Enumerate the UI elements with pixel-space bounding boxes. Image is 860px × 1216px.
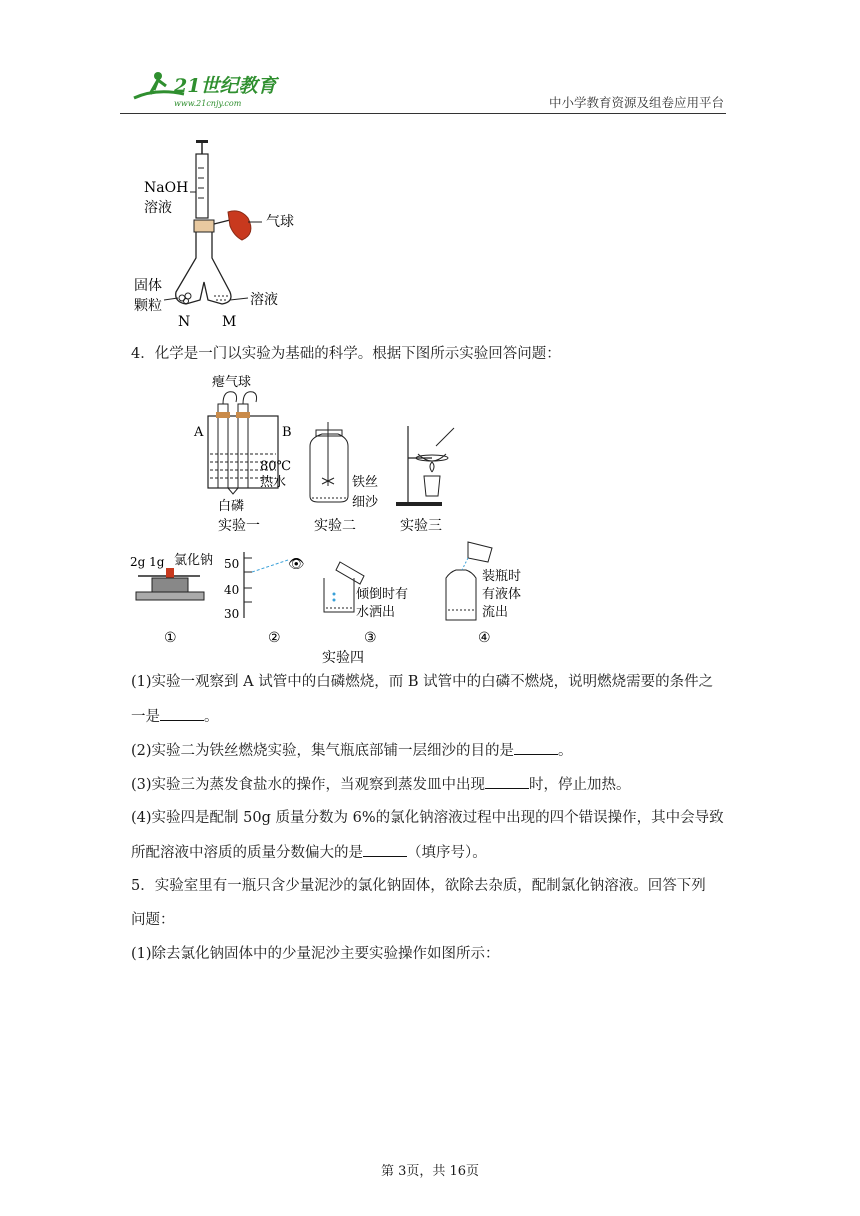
svg-text:①: ① — [164, 630, 177, 646]
q4-part3: (3)实验三为蒸发食盐水的操作，当观察到蒸发皿中出现 时，停止加热。 — [131, 774, 631, 795]
svg-text:40: 40 — [224, 583, 240, 597]
svg-text:实验一: 实验一 — [218, 518, 260, 534]
svg-text:溶液: 溶液 — [144, 200, 172, 216]
svg-text:实验三: 实验三 — [400, 518, 442, 534]
q5-stem-line2: 问题： — [131, 912, 175, 928]
header-platform-text: 中小学教育资源及组卷应用平台 — [548, 95, 724, 110]
svg-text:50: 50 — [224, 557, 240, 571]
svg-text:细沙: 细沙 — [352, 495, 379, 510]
svg-text:装瓶时: 装瓶时 — [482, 569, 522, 584]
eye-icon: 👁 — [288, 557, 305, 572]
answer-blank[interactable] — [514, 740, 558, 755]
site-logo — [128, 68, 298, 112]
svg-text:水洒出: 水洒出 — [356, 605, 396, 620]
answer-blank[interactable] — [363, 842, 407, 857]
svg-text:21世纪教育: 21世纪教育 — [174, 75, 277, 97]
svg-text:热水: 热水 — [260, 475, 287, 490]
q4-part1-line2: 一是 。 — [131, 706, 219, 727]
svg-text:④: ④ — [478, 630, 491, 646]
svg-text:有液体: 有液体 — [482, 587, 522, 602]
svg-text:③: ③ — [364, 630, 377, 646]
header-rule — [120, 113, 726, 114]
page-number: 第 3页，共 16页 — [380, 1164, 480, 1179]
svg-text:30: 30 — [224, 607, 240, 621]
svg-text:气球: 气球 — [266, 214, 294, 230]
q4-part1-line1: (1)实验一观察到 A 试管中的白磷燃烧，而 B 试管中的白磷不燃烧，说明燃烧需要的条件之 — [131, 674, 714, 690]
q4-stem: 4．化学是一门以实验为基础的科学。根据下图所示实验回答问题： — [131, 346, 561, 362]
svg-text:N: N — [178, 314, 191, 330]
svg-text:瘪气球: 瘪气球 — [212, 375, 252, 390]
svg-text:NaOH: NaOH — [144, 180, 189, 196]
q5-part1: (1)除去氯化钠固体中的少量泥沙主要实验操作如图所示： — [131, 946, 500, 962]
svg-text:实验二: 实验二 — [314, 518, 356, 534]
svg-text:铁丝: 铁丝 — [352, 475, 379, 490]
svg-text:白磷: 白磷 — [218, 499, 245, 514]
svg-text:实验四: 实验四 — [322, 650, 364, 666]
svg-text:溶液: 溶液 — [250, 292, 278, 308]
q5-stem-line1: 5．实验室里有一瓶只含少量泥沙的氯化钠固体，欲除去杂质，配制氯化钠溶液。回答下列 — [131, 878, 706, 894]
svg-text:80℃: 80℃ — [260, 459, 292, 474]
svg-text:固体: 固体 — [134, 278, 162, 294]
q4-part4-line2: 所配溶液中溶质的质量分数偏大的是 （填序号）。 — [131, 842, 487, 863]
svg-text:www.21cnjy.com: www.21cnjy.com — [174, 99, 242, 108]
svg-text:2g 1g: 2g 1g — [130, 555, 165, 569]
svg-text:氯化钠: 氯化钠 — [174, 553, 214, 568]
svg-text:M: M — [222, 314, 237, 330]
q4-part4-line1: (4)实验四是配制 50g 质量分数为 6%的氯化钠溶液过程中出现的四个错误操作，其中会导致 — [131, 810, 724, 826]
balloon-icon — [228, 211, 251, 240]
answer-blank[interactable] — [160, 706, 204, 721]
svg-text:A: A — [194, 425, 204, 440]
svg-text:B: B — [282, 425, 292, 440]
svg-text:流出: 流出 — [482, 605, 509, 620]
q4-experiments-figure — [128, 372, 522, 668]
svg-text:②: ② — [268, 630, 281, 646]
page-header — [120, 62, 726, 114]
svg-text:颗粒: 颗粒 — [134, 298, 162, 314]
q4-part2: (2)实验二为铁丝燃烧实验，集气瓶底部铺一层细沙的目的是 。 — [131, 740, 573, 761]
y-tube-apparatus-figure — [130, 140, 300, 330]
answer-blank[interactable] — [485, 774, 529, 789]
svg-text:倾倒时有: 倾倒时有 — [356, 587, 409, 602]
